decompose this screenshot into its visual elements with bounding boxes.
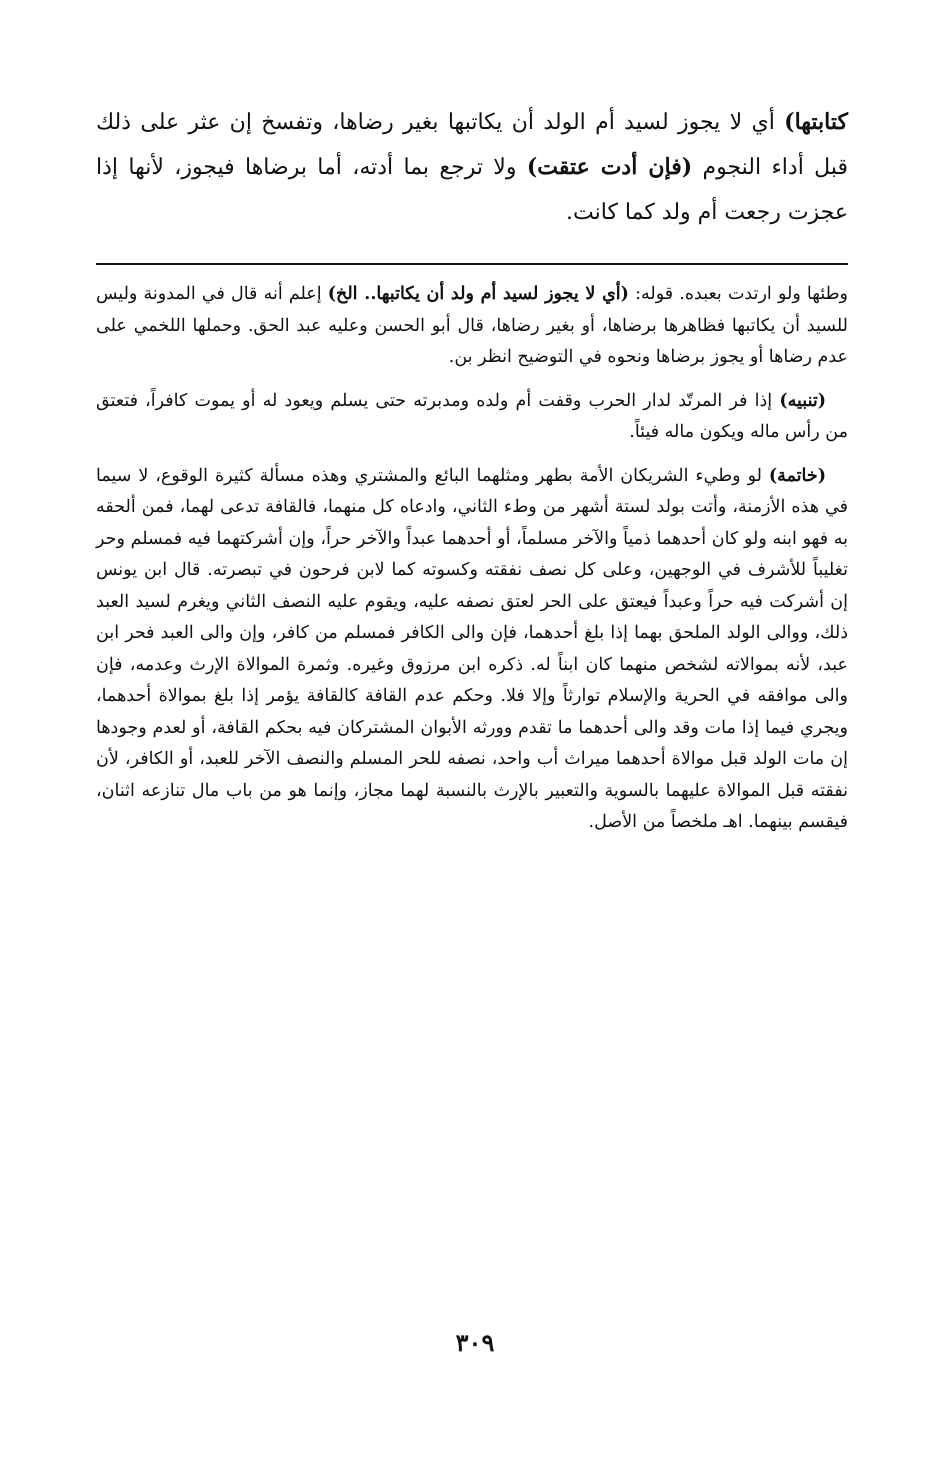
main-text-segment-1: أي لا يجوز لسيد أم الولد أن يكاتبها بغير رضاها، وتفسخ إن عثر على ذلك قبل أداء النجوم [96, 110, 848, 180]
footnote-separator-rule [96, 263, 848, 265]
footnote-2-bold-label: (تنبيه) [779, 390, 826, 411]
main-text-segment-2: ولا ترجع بما أدته، أما برضاها فيجوز، لأنها إذا عجزت رجعت أم ولد كما كانت. [96, 155, 848, 225]
footnote-paragraph-1 [96, 279, 848, 374]
footnote-1-bold-phrase: (أي لا يجوز لسيد أم ولد أن يكاتبها.. الخ) [327, 284, 629, 304]
footnote-2-text: إذا فر المرتّد لدار الحرب وقفت أم ولده ومدبرته حتى يسلم ويعود له أو يموت كافراً، فتعتق من رأس ماله ويكون ماله فيئاً. [96, 390, 848, 442]
footnote-3-text: لو وطيء الشريكان الأمة بطهر ومثلهما البائع والمشتري وهذه مسألة كثيرة الوقوع، لا سيما في هذه الأزمنة، وأتت بولد لستة أشهر من وطء الثاني، وادعاه كل منهما، فالقافة تدعى لهما، فمن ألحقه به فهو ابنه ولو كان أحدهما ذمياً والآخر مسلماً، أو أحدهما عبداً والآخر حراً، وإن أشركتهما فيه فمسلم وحر تغليباً للأشرف في الوجهين، وعلى كل نصف نفقته وكسوته كما لابن فرحون في تبصرته. قال ابن يونس إن أشركت فيه حراً وعبداً فيعتق على الحر لعتق نصفه عليه، ويقوم عليه النصف الثاني ويغرم لسيد العبد ذلك، ووالى الولد الملحق بهما إذا بلغ أحدهما، فإن والى الكافر فمسلم من كافر، وإن والى العبد فحر ابن عبد، لأنه بموالاته لشخص منهما كان ابناً له. ذكره ابن مرزوق وغيره. وثمرة الموالاة الإرث وعدمه، فإن والى موافقه في الحرية والإسلام توارثاً وإلا فلا. وحكم عدم القافة كالقافة يؤمر إذا بلغ بموالاة أحدهما، ويجري فيما إذا مات وقد والى أحدهما ما تقدم وورثه الأبوان المشتركان فيه بحكم القافة، أو لعدم وجودها إن مات الولد قبل موالاة أحدهما ميراث أب واحد، نصفه للحر المسلم والنصف الآخر للعبد، أو الكافر، لأن نفقته قبل الموالاة عليهما بالسوية والتعبير بالإرث بالنسبة لهما مجاز، وإنما هو من باب مال تنازعه اثنان، فيقسم بينهما. اهـ ملخصاً من الأصل. [96, 465, 848, 832]
footnote-1-segment-1: وطئها ولو ارتدت بعبده. قوله: [628, 284, 848, 304]
footnote-1-segment-2: إعلم أنه قال في المدونة وليس للسيد أن يكاتبها فظاهرها برضاها، أو بغير رضاها، قال أبو الحسن وعليه عبد الحق. وحملها اللخمي على عدم رضاها أو يجوز برضاها ونحوه في التوضيح انظر بن. [96, 284, 848, 367]
footnote-paragraph-2 [96, 386, 848, 449]
main-bold-phrase-2: (فإن أدت عتقت) [526, 154, 693, 180]
main-bold-phrase-1: كتابتها) [784, 109, 848, 135]
footnote-3-bold-label: (خاتمة) [768, 465, 826, 486]
page-number: ٣٠٩ [455, 1328, 495, 1357]
footnote-paragraph-3 [96, 461, 848, 839]
main-text-paragraph [96, 100, 848, 235]
page-body [96, 100, 848, 851]
